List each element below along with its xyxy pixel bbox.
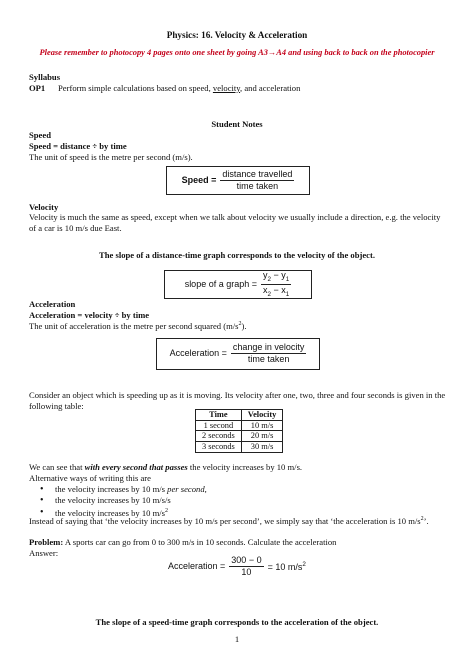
numerator-y1: y xyxy=(281,270,286,281)
numerator-y2-sub: 2 xyxy=(267,275,272,283)
table-row xyxy=(196,441,283,452)
list-item xyxy=(29,495,207,506)
observation-suffix: the velocity increases by 10 m/s. xyxy=(187,462,303,472)
observation-emphasis: with every second that passes xyxy=(84,462,188,472)
problem-text xyxy=(29,537,336,548)
example-intro: Consider an object which is speeding up as it is moving. Its velocity after one, two, three and four seconds is given in the following table: xyxy=(29,390,446,411)
speed-rule: Speed = distance ÷ by time xyxy=(29,141,127,151)
table-cell-time: 3 seconds xyxy=(196,441,242,452)
slope-formula-lhs: slope of a graph = xyxy=(184,278,257,289)
instead-text xyxy=(29,516,459,527)
syllabus-heading: Syllabus xyxy=(29,72,61,82)
photocopy-notice: Please remember to photocopy 4 pages onto one sheet by going A3→A4 and using back to back on the photocopier xyxy=(39,48,435,57)
speed-formula-fraction xyxy=(220,170,294,191)
denominator-minus: − xyxy=(271,284,282,295)
distance-time-slope-statement: The slope of a distance-time graph corresponds to the velocity of the object. xyxy=(99,250,375,260)
instead-sup: 2 xyxy=(420,516,424,523)
table-cell-time: 1 second xyxy=(196,420,242,431)
speed-formula-box xyxy=(166,166,310,195)
acceleration-unit-suffix: ). xyxy=(241,321,247,331)
table-cell-velocity: 30 m/s xyxy=(241,441,283,452)
acceleration-formula-box xyxy=(156,338,320,370)
table-row xyxy=(196,420,283,431)
alternative-text: the velocity increases by 10 m/s xyxy=(55,484,168,494)
velocity-table xyxy=(195,409,283,453)
observation-prefix: We can see that xyxy=(29,462,85,472)
table-header-row xyxy=(196,410,283,421)
syllabus-text-after: , and acceleration xyxy=(240,83,301,93)
acceleration-formula-fraction xyxy=(231,343,307,364)
acceleration-formula-denominator: time taken xyxy=(247,354,290,365)
student-notes-heading: Student Notes xyxy=(211,119,263,129)
numerator-minus: − xyxy=(271,270,282,281)
answer-formula xyxy=(168,552,318,582)
acceleration-formula-numerator: change in velocity xyxy=(232,342,305,353)
answer-formula-lhs: Acceleration = xyxy=(168,561,226,572)
slope-formula-fraction xyxy=(261,271,291,298)
syllabus-velocity-link[interactable]: velocity xyxy=(212,83,241,93)
answer-formula-denominator: 10 xyxy=(241,567,252,578)
alternative-intro: Alternative ways of writing this are xyxy=(29,473,151,483)
answer-formula-sup: 2 xyxy=(302,560,306,568)
answer-formula-result: = 10 m/s xyxy=(267,561,303,572)
table-header-velocity: Velocity xyxy=(241,410,283,421)
problem-body: A sports car can go from 0 to 300 m/s in 10 seconds. Calculate the acceleration xyxy=(63,537,337,547)
acceleration-rule: Acceleration = velocity ÷ by time xyxy=(29,310,150,320)
speed-formula-denominator: time taken xyxy=(236,180,279,191)
table-cell-time: 2 seconds xyxy=(196,431,242,442)
velocity-text: Velocity is much the same as speed, except when we talk about velocity we usually include a direction, e.g. the velocity of a car is 10 m/s due East. xyxy=(29,212,441,233)
alternative-italic: per second xyxy=(167,484,205,494)
denominator-x2-sub: 2 xyxy=(267,290,272,298)
syllabus-text-before: Perform simple calculations based on speed, xyxy=(58,83,211,93)
table-header-time: Time xyxy=(196,410,242,421)
acceleration-unit-sup: 2 xyxy=(238,321,242,328)
speed-formula-numerator: distance travelled xyxy=(222,168,293,179)
answer-formula-rhs xyxy=(268,561,306,573)
alternative-tail: , xyxy=(204,484,207,494)
acceleration-unit xyxy=(29,321,247,332)
syllabus-code: OP1 xyxy=(29,83,46,93)
acceleration-unit-text: The unit of acceleration is the metre per second squared (m/s xyxy=(29,321,239,331)
table-row xyxy=(196,431,283,442)
slope-formula-denominator xyxy=(261,285,291,298)
denominator-x1: x xyxy=(281,284,286,295)
alternatives-list xyxy=(29,484,207,519)
slope-formula-box xyxy=(164,270,312,299)
alternative-text: the velocity increases by 10 m/s/s xyxy=(55,495,171,506)
speed-unit: The unit of speed is the metre per second (m/s). xyxy=(29,152,193,162)
velocity-heading: Velocity xyxy=(29,202,59,212)
denominator-x1-sub: 1 xyxy=(285,290,290,298)
answer-label: Answer: xyxy=(29,548,59,558)
instead-tail: ’. xyxy=(423,516,429,526)
table-cell-velocity: 20 m/s xyxy=(241,431,283,442)
page-number: 1 xyxy=(234,634,240,644)
answer-formula-numerator: 300 − 0 xyxy=(231,555,262,566)
speed-formula-lhs: Speed = xyxy=(181,174,217,185)
denominator-x2: x xyxy=(263,284,268,295)
slope-formula-numerator xyxy=(261,271,291,285)
acceleration-heading: Acceleration xyxy=(29,299,76,309)
speed-time-slope-statement: The slope of a speed-time graph corresponds to the acceleration of the object. xyxy=(95,617,379,627)
instead-main: Instead of saying that ‘the velocity increases by 10 m/s per second’, we simply say that ‘the acceleration is 10 m/s xyxy=(29,516,421,526)
table-cell-velocity: 10 m/s xyxy=(241,420,283,431)
numerator-y1-sub: 1 xyxy=(285,275,290,283)
problem-label: Problem: xyxy=(29,537,64,547)
numerator-y2: y xyxy=(263,270,268,281)
answer-formula-fraction xyxy=(229,556,263,577)
alternative-sup: 2 xyxy=(165,507,169,514)
observation-text xyxy=(29,462,302,473)
page-title: Physics: 16. Velocity & Acceleration xyxy=(166,30,308,40)
list-item xyxy=(29,484,207,495)
speed-heading: Speed xyxy=(29,130,51,140)
syllabus-text xyxy=(58,83,300,94)
alternative-text: the velocity increases by 10 m/s xyxy=(55,507,166,518)
acceleration-formula-lhs: Acceleration = xyxy=(169,348,227,359)
